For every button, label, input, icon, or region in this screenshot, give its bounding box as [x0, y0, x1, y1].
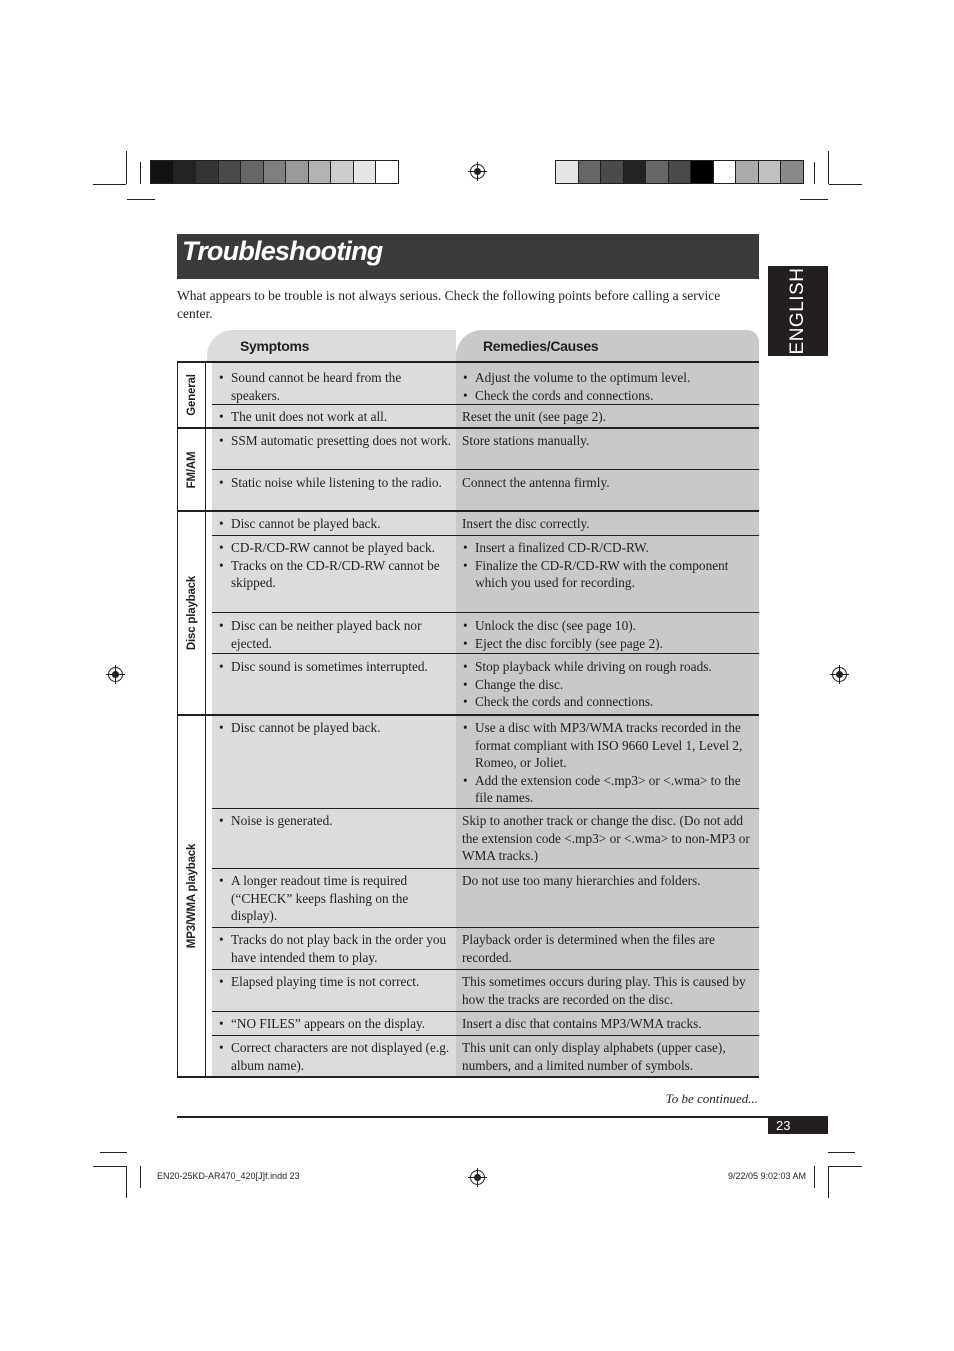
crop-mark	[93, 184, 126, 185]
symptom-cell	[212, 536, 456, 612]
symptom-item: • “NO FILES” appears on the display.	[218, 1015, 452, 1033]
crop-mark	[814, 162, 815, 184]
crop-mark	[800, 199, 828, 200]
remedy-cell: Do not use too many hierarchies and folders.	[456, 869, 759, 927]
symptom-cell	[212, 716, 456, 808]
remedy-item: • Check the cords and connections.	[462, 693, 753, 711]
table-rule	[212, 868, 759, 869]
footer-rule	[177, 1116, 828, 1118]
symptom-item: • Static noise while listening to the radio.	[218, 474, 452, 492]
crop-mark	[140, 162, 141, 184]
category-label: FM/AM	[185, 451, 198, 488]
category-fmam	[177, 428, 206, 511]
symptom-cell	[212, 470, 456, 511]
symptom-item: • The unit does not work at all.	[218, 408, 452, 426]
symptom-cell	[212, 970, 456, 1011]
registration-mark-icon	[470, 1170, 485, 1185]
symptom-item: • Noise is generated.	[218, 812, 452, 830]
page-number: 23	[776, 1118, 791, 1133]
table-rule	[212, 404, 759, 405]
remedy-cell	[456, 362, 759, 404]
symptoms-header-label: Symptoms	[240, 338, 310, 354]
symptom-item: • Tracks do not play back in the order you have intended them to play.	[218, 931, 452, 966]
table-rule	[212, 535, 759, 536]
symptom-item: • Disc cannot be played back.	[218, 719, 452, 737]
symptom-cell	[212, 654, 456, 714]
crop-mark	[93, 1166, 126, 1167]
footer-date: 9/22/05 9:02:03 AM	[727, 1171, 806, 1181]
intro-text: What appears to be trouble is not always serious. Check the following points before calling a service center.	[177, 288, 721, 321]
registration-mark-icon	[108, 667, 123, 682]
symptom-item: • Sound cannot be heard from the speakers.	[218, 369, 452, 404]
crop-mark	[828, 1152, 855, 1153]
remedy-cell: Store stations manually.	[456, 429, 759, 469]
remedy-item: • Adjust the volume to the optimum level.	[462, 369, 753, 387]
table-rule	[212, 927, 759, 928]
symptom-item: • Tracks on the CD-R/CD-RW cannot be skipped.	[218, 557, 452, 592]
crop-mark	[814, 1166, 815, 1188]
symptom-cell	[212, 613, 456, 653]
crop-mark	[100, 1152, 127, 1153]
crop-mark	[140, 1166, 141, 1188]
category-mp3-wma-playback	[177, 714, 206, 1077]
category-label: Disc playback	[185, 575, 198, 650]
symptom-item: • Correct characters are not displayed (e.g. album name).	[218, 1039, 452, 1074]
table-rule	[212, 653, 759, 654]
table-rule	[212, 1011, 759, 1012]
symptom-cell	[212, 1036, 456, 1077]
grayscale-bar-left	[150, 160, 399, 184]
symptom-item: • Elapsed playing time is not correct.	[218, 973, 452, 991]
symptom-cell	[212, 429, 456, 469]
table-rule	[212, 969, 759, 970]
remedy-cell: This unit can only display alphabets (upper case), numbers, and a limited number of symbols.	[456, 1036, 759, 1077]
table-rule	[177, 714, 759, 716]
remedy-item: • Stop playback while driving on rough roads.	[462, 658, 753, 676]
continued-note: To be continued...	[665, 1091, 758, 1106]
remedy-item: • Add the extension code <.mp3> or <.wma> to the file names.	[462, 772, 753, 807]
remedy-cell	[456, 654, 759, 714]
crop-mark	[126, 151, 127, 184]
category-label: General	[185, 374, 198, 416]
remedy-item: • Insert a finalized CD-R/CD-RW.	[462, 539, 753, 557]
symptom-item: • Disc can be neither played back nor ejected.	[218, 617, 452, 652]
symptom-cell	[212, 405, 456, 428]
crop-mark	[828, 1166, 829, 1198]
remedy-cell: Connect the antenna firmly.	[456, 470, 759, 511]
table-rule	[177, 361, 759, 363]
remedy-item: • Check the cords and connections.	[462, 387, 753, 405]
category-general	[177, 362, 206, 428]
symptom-cell	[212, 869, 456, 927]
remedy-item: • Change the disc.	[462, 676, 753, 694]
footer-file-name: EN20-25KD-AR470_420[J]f.indd 23	[157, 1171, 300, 1181]
symptom-cell	[212, 512, 456, 535]
remedy-item: • Eject the disc forcibly (see page 2).	[462, 635, 753, 653]
table-rule	[177, 510, 759, 512]
remedy-cell: Insert a disc that contains MP3/WMA tracks.	[456, 1012, 759, 1035]
table-rule	[212, 1035, 759, 1036]
category-disc-playback	[177, 511, 206, 714]
language-tab-label: ENGLISH	[787, 267, 808, 355]
symptom-item: • SSM automatic presetting does not work.	[218, 432, 452, 450]
table-rule	[212, 612, 759, 613]
category-label: MP3/WMA playback	[185, 843, 198, 948]
remedy-cell	[456, 536, 759, 612]
table-rule	[212, 469, 759, 470]
page-number-box	[768, 1118, 828, 1134]
symptom-item: • Disc cannot be played back.	[218, 515, 452, 533]
remedy-cell: Skip to another track or change the disc. (Do not add the extension code <.mp3> or <.wma> to non-MP3 or WMA tracks.)	[456, 809, 759, 868]
symptom-item: • CD-R/CD-RW cannot be played back.	[218, 539, 452, 557]
crop-mark	[829, 184, 862, 185]
symptom-item: • Disc sound is sometimes interrupted.	[218, 658, 452, 676]
symptom-cell	[212, 1012, 456, 1035]
remedy-cell: This sometimes occurs during play. This is caused by how the tracks are recorded on the disc.	[456, 970, 759, 1011]
symptom-cell	[212, 362, 456, 404]
table-rule	[212, 808, 759, 809]
remedy-cell: Reset the unit (see page 2).	[456, 405, 759, 428]
remedy-item: • Finalize the CD-R/CD-RW with the component which you used for recording.	[462, 557, 753, 592]
table-rule	[177, 1076, 759, 1078]
symptom-cell	[212, 928, 456, 969]
crop-mark	[829, 1166, 862, 1167]
remedy-cell	[456, 716, 759, 808]
remedy-cell	[456, 613, 759, 653]
remedy-item: • Unlock the disc (see page 10).	[462, 617, 753, 635]
symptom-cell	[212, 809, 456, 868]
registration-mark-icon	[832, 667, 847, 682]
remedy-cell: Playback order is determined when the files are recorded.	[456, 928, 759, 969]
grayscale-bar-right	[555, 160, 804, 184]
page-title: Troubleshooting	[182, 236, 383, 266]
remedy-cell: Insert the disc correctly.	[456, 512, 759, 535]
remedy-item: • Use a disc with MP3/WMA tracks recorded in the format compliant with ISO 9660 Level 1, Level 2, Romeo, or Joliet.	[462, 719, 753, 772]
registration-mark-icon	[470, 164, 485, 179]
crop-mark	[126, 1166, 127, 1198]
symptom-item: • A longer readout time is required (“CHECK” keeps flashing on the display).	[218, 872, 452, 925]
table-rule	[177, 427, 759, 429]
remedies-header-label: Remedies/Causes	[483, 338, 599, 354]
crop-mark	[828, 151, 829, 184]
crop-mark	[127, 199, 155, 200]
